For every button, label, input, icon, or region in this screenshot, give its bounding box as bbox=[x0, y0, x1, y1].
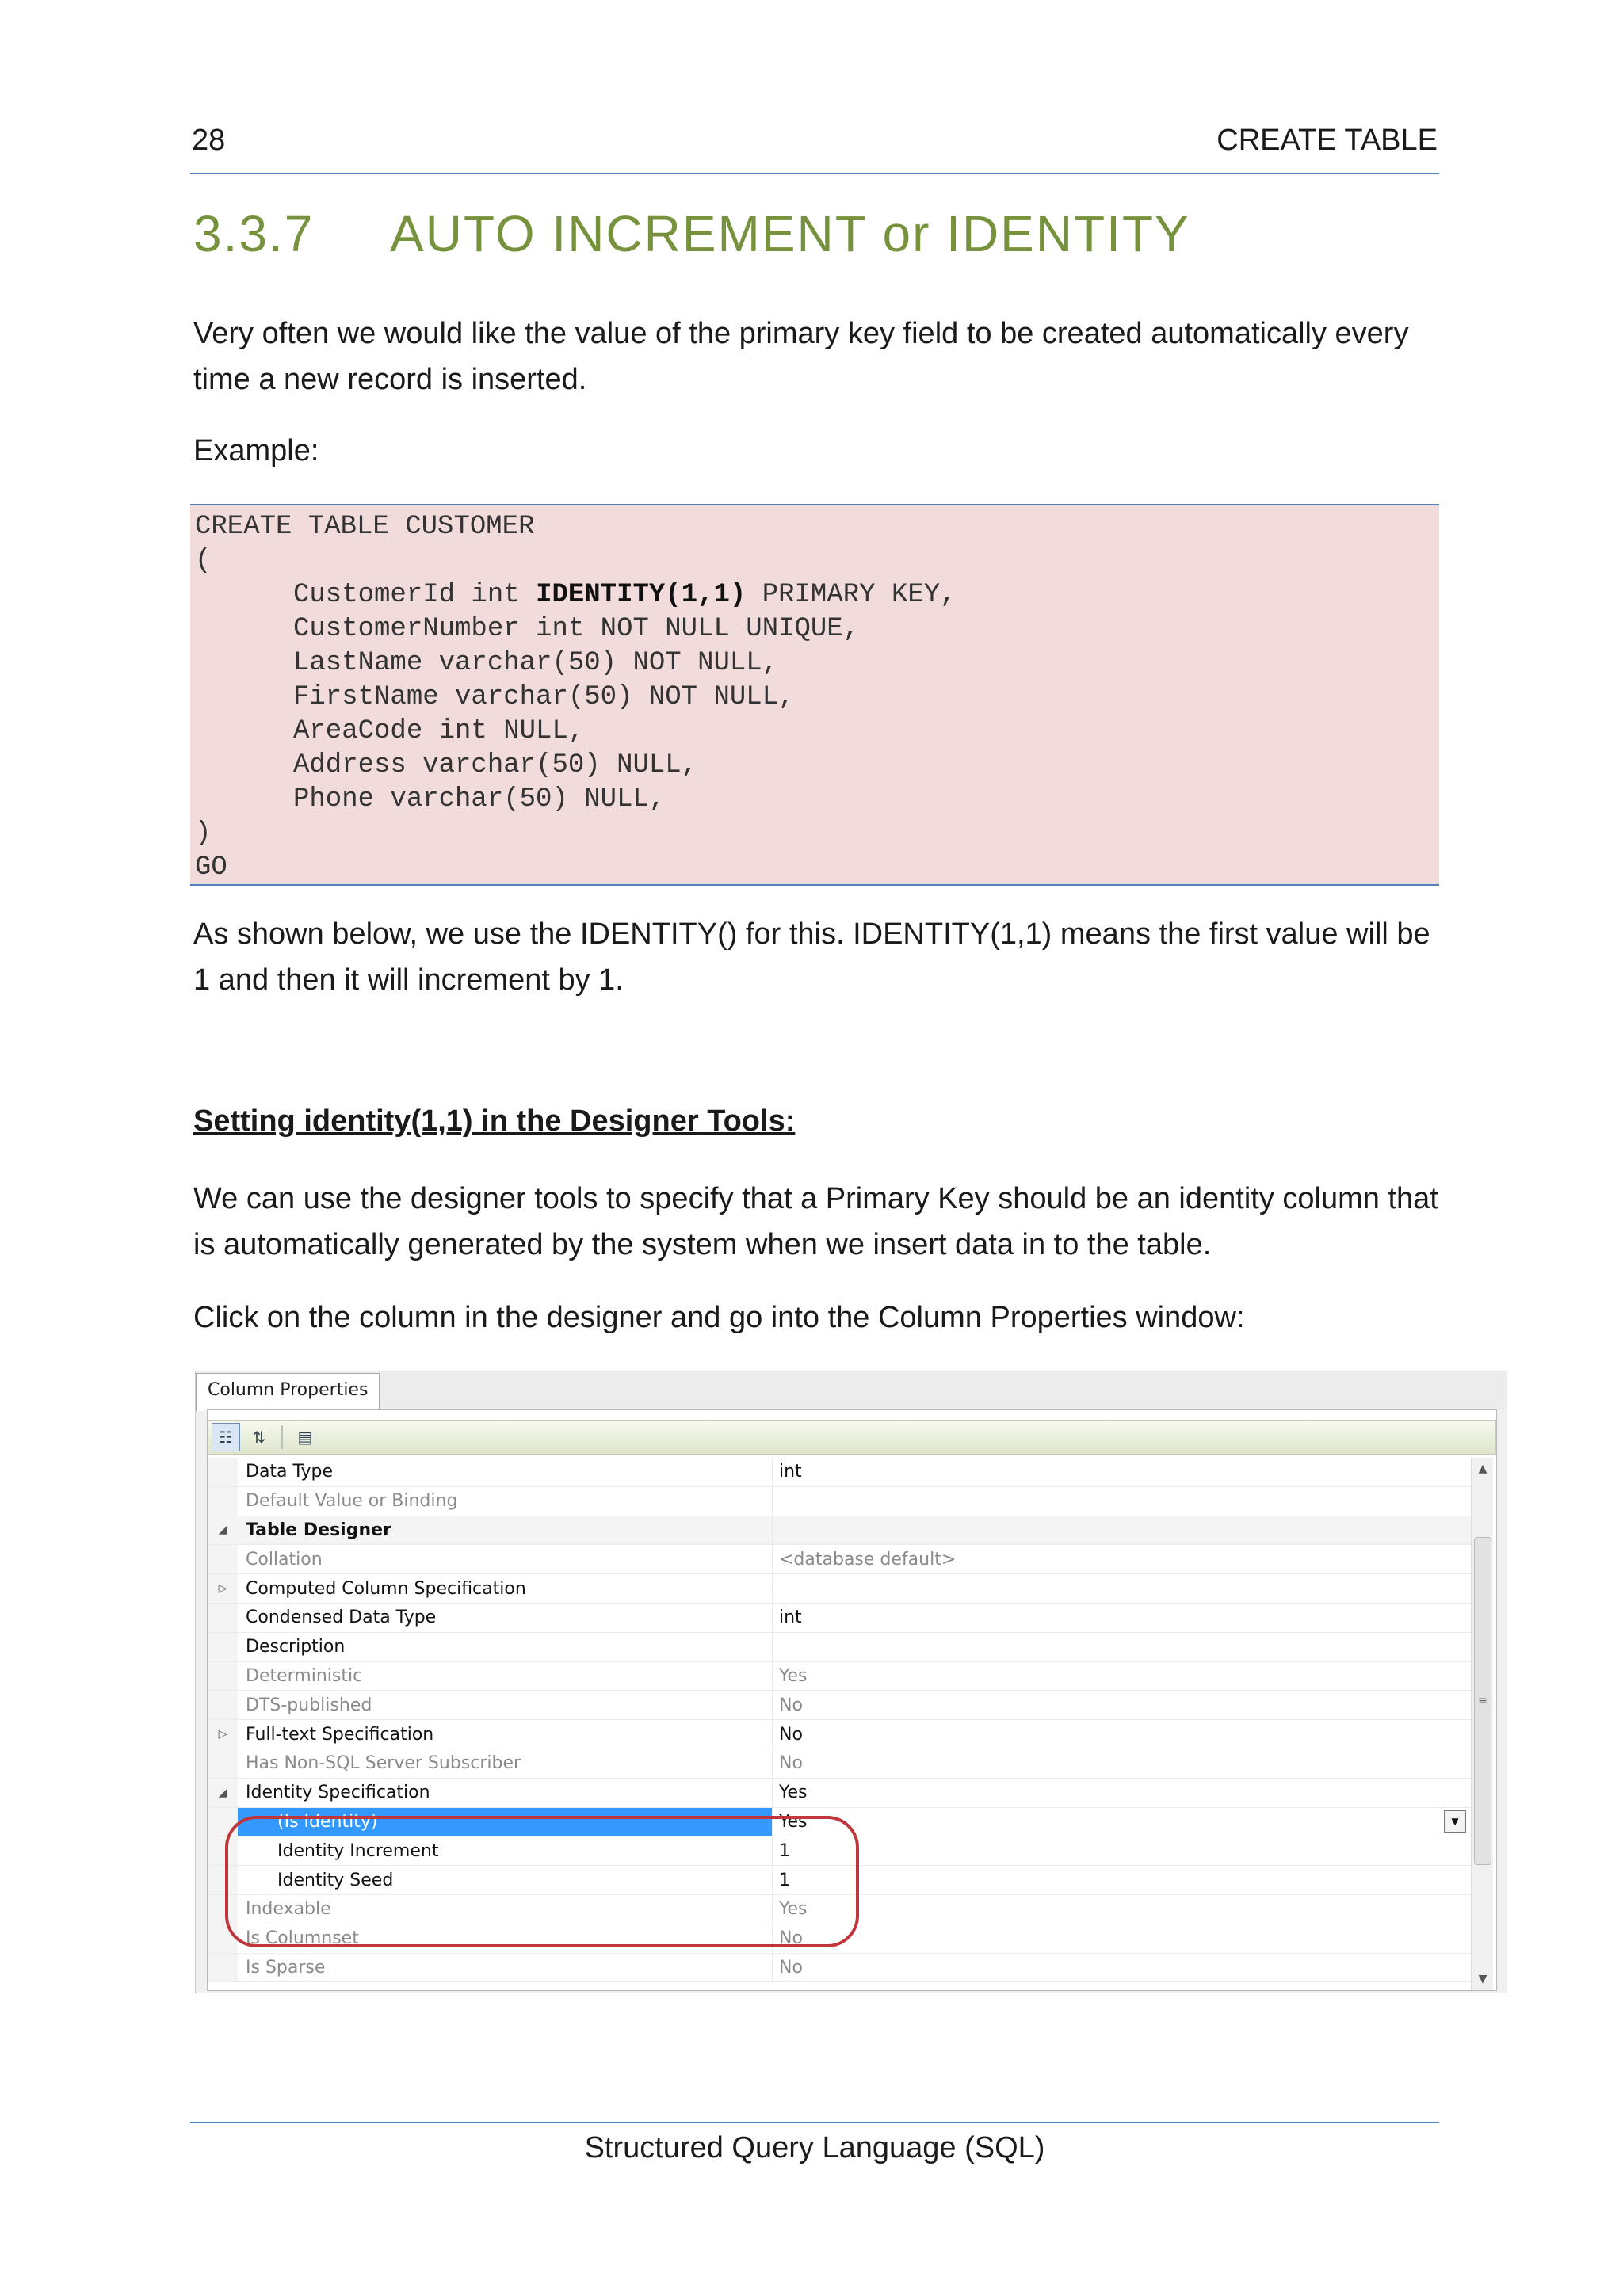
code-line bbox=[195, 578, 1434, 612]
property-row[interactable] bbox=[208, 1924, 1472, 1954]
property-name: DTS-published bbox=[246, 1695, 372, 1715]
code-line: CustomerNumber int NOT NULL UNIQUE, bbox=[293, 614, 860, 644]
code-line: ) bbox=[195, 818, 212, 849]
property-value[interactable]: int bbox=[772, 1458, 1472, 1486]
property-value[interactable]: No bbox=[772, 1691, 1472, 1719]
property-name: Identity Increment bbox=[277, 1840, 439, 1861]
property-name: Description bbox=[246, 1637, 346, 1657]
property-value[interactable]: 1 bbox=[772, 1836, 1472, 1865]
property-value[interactable]: No bbox=[772, 1749, 1472, 1778]
property-value[interactable]: Yes bbox=[772, 1808, 1472, 1836]
tab-strip bbox=[196, 1371, 1507, 1409]
property-name: Indexable bbox=[246, 1899, 331, 1920]
expand-icon[interactable]: ▷ bbox=[208, 1574, 238, 1603]
property-value[interactable] bbox=[772, 1633, 1472, 1661]
property-row-identity-specification[interactable] bbox=[208, 1779, 1472, 1808]
property-row[interactable] bbox=[208, 1633, 1472, 1662]
running-footer: Structured Query Language (SQL) bbox=[584, 2131, 1045, 2164]
property-name: (Is Identity) bbox=[238, 1808, 772, 1836]
click-instruction: Click on the column in the designer and go into the Column Properties window: bbox=[193, 1301, 1245, 1334]
property-name: Data Type bbox=[246, 1462, 334, 1482]
property-row[interactable] bbox=[208, 1954, 1472, 1983]
code-line: CREATE TABLE CUSTOMER bbox=[195, 512, 535, 542]
code-line: FirstName varchar(50) NOT NULL, bbox=[293, 682, 795, 712]
property-name: Is Sparse bbox=[246, 1957, 326, 1978]
property-category[interactable] bbox=[208, 1516, 1472, 1546]
property-name: Table Designer bbox=[238, 1516, 772, 1545]
code-line: Address varchar(50) NULL, bbox=[293, 750, 698, 780]
property-row-identity-increment[interactable] bbox=[208, 1836, 1472, 1866]
vertical-scrollbar[interactable] bbox=[1471, 1458, 1493, 1990]
section-title: AUTO INCREMENT or IDENTITY bbox=[390, 205, 1190, 262]
property-row[interactable] bbox=[208, 1487, 1472, 1516]
properties-toolbar bbox=[208, 1420, 1496, 1455]
property-value[interactable]: Yes bbox=[772, 1662, 1472, 1691]
property-row[interactable] bbox=[208, 1458, 1472, 1487]
scrollbar-thumb[interactable]: ≡ bbox=[1474, 1537, 1491, 1865]
toolbar-divider bbox=[281, 1425, 283, 1449]
dropdown-arrow-icon[interactable]: ▼ bbox=[1444, 1810, 1466, 1833]
section-heading bbox=[193, 204, 1190, 263]
properties-panel bbox=[207, 1409, 1497, 1991]
code-line: LastName varchar(50) NOT NULL, bbox=[293, 648, 779, 678]
explanation-paragraph: As shown below, we use the IDENTITY() for this. IDENTITY(1,1) means the first value will be 1 and then it will increment by 1. bbox=[193, 917, 1430, 997]
section-number: 3.3.7 bbox=[193, 205, 315, 262]
sort-alphabetical-icon[interactable]: ⇅ bbox=[252, 1428, 266, 1447]
property-pages-icon[interactable]: ▤ bbox=[297, 1428, 313, 1447]
subheading: Setting identity(1,1) in the Designer Tools: bbox=[193, 1104, 796, 1138]
property-row[interactable] bbox=[208, 1720, 1472, 1749]
property-value[interactable]: 1 bbox=[772, 1866, 1472, 1894]
footer-rule bbox=[190, 2122, 1439, 2123]
header-rule bbox=[190, 173, 1439, 174]
property-row-is-identity[interactable] bbox=[208, 1808, 1472, 1837]
categorized-icon[interactable]: ☷ bbox=[212, 1423, 240, 1451]
property-value[interactable]: No bbox=[772, 1924, 1472, 1953]
code-text: CustomerId int bbox=[293, 580, 537, 610]
intro-paragraph: Very often we would like the value of the primary key field to be created automatically every time a new record is inserted. bbox=[193, 317, 1409, 396]
property-value[interactable]: No bbox=[772, 1954, 1472, 1982]
code-line: Phone varchar(50) NULL, bbox=[293, 784, 666, 814]
column-properties-screenshot bbox=[195, 1371, 1507, 1993]
property-name: Computed Column Specification bbox=[246, 1578, 526, 1599]
code-identity-keyword: IDENTITY(1,1) bbox=[536, 580, 747, 610]
property-value[interactable]: <database default> bbox=[772, 1545, 1472, 1573]
chapter-title: CREATE TABLE bbox=[1216, 124, 1438, 157]
expand-icon[interactable]: ▷ bbox=[208, 1720, 238, 1749]
property-name: Collation bbox=[246, 1549, 323, 1569]
page-number: 28 bbox=[192, 124, 226, 157]
property-value[interactable] bbox=[772, 1487, 1472, 1516]
property-value[interactable]: No bbox=[772, 1720, 1472, 1749]
property-name: Identity Specification bbox=[246, 1783, 430, 1803]
property-name: Has Non-SQL Server Subscriber bbox=[246, 1753, 521, 1774]
property-value[interactable]: Yes bbox=[772, 1779, 1472, 1807]
property-row[interactable] bbox=[208, 1749, 1472, 1779]
property-value[interactable]: int bbox=[772, 1604, 1472, 1632]
tab-column-properties[interactable]: Column Properties bbox=[196, 1373, 380, 1411]
running-header bbox=[192, 124, 1438, 158]
property-name: Full-text Specification bbox=[246, 1724, 434, 1745]
property-name: Default Value or Binding bbox=[246, 1491, 458, 1512]
property-name: Deterministic bbox=[246, 1665, 363, 1686]
code-line: ( bbox=[195, 546, 212, 576]
scroll-up-icon[interactable]: ▲ bbox=[1478, 1463, 1487, 1475]
property-row[interactable] bbox=[208, 1545, 1472, 1574]
property-row[interactable] bbox=[208, 1574, 1472, 1604]
property-value bbox=[772, 1516, 1472, 1545]
property-row[interactable] bbox=[208, 1895, 1472, 1924]
collapse-icon[interactable]: ◢ bbox=[208, 1516, 238, 1545]
property-row-identity-seed[interactable] bbox=[208, 1866, 1472, 1895]
code-line: GO bbox=[195, 852, 227, 883]
designer-paragraph: We can use the designer tools to specify that a Primary Key should be an identity column that is automatically generated by the system when we insert data in to the table. bbox=[193, 1182, 1438, 1261]
example-label: Example: bbox=[193, 434, 319, 467]
code-block bbox=[190, 504, 1439, 886]
property-name: Condensed Data Type bbox=[246, 1608, 437, 1628]
property-name: Identity Seed bbox=[277, 1870, 394, 1890]
property-row[interactable] bbox=[208, 1691, 1472, 1720]
property-value[interactable] bbox=[772, 1574, 1472, 1603]
code-text: PRIMARY KEY, bbox=[746, 580, 957, 610]
property-row[interactable] bbox=[208, 1604, 1472, 1633]
property-row[interactable] bbox=[208, 1662, 1472, 1691]
property-value[interactable]: Yes bbox=[772, 1895, 1472, 1924]
code-line: AreaCode int NULL, bbox=[293, 716, 585, 746]
property-grid bbox=[208, 1458, 1472, 1990]
collapse-icon[interactable]: ◢ bbox=[208, 1779, 238, 1807]
scroll-down-icon[interactable]: ▼ bbox=[1478, 1973, 1487, 1985]
property-name: Is Columnset bbox=[246, 1928, 359, 1949]
